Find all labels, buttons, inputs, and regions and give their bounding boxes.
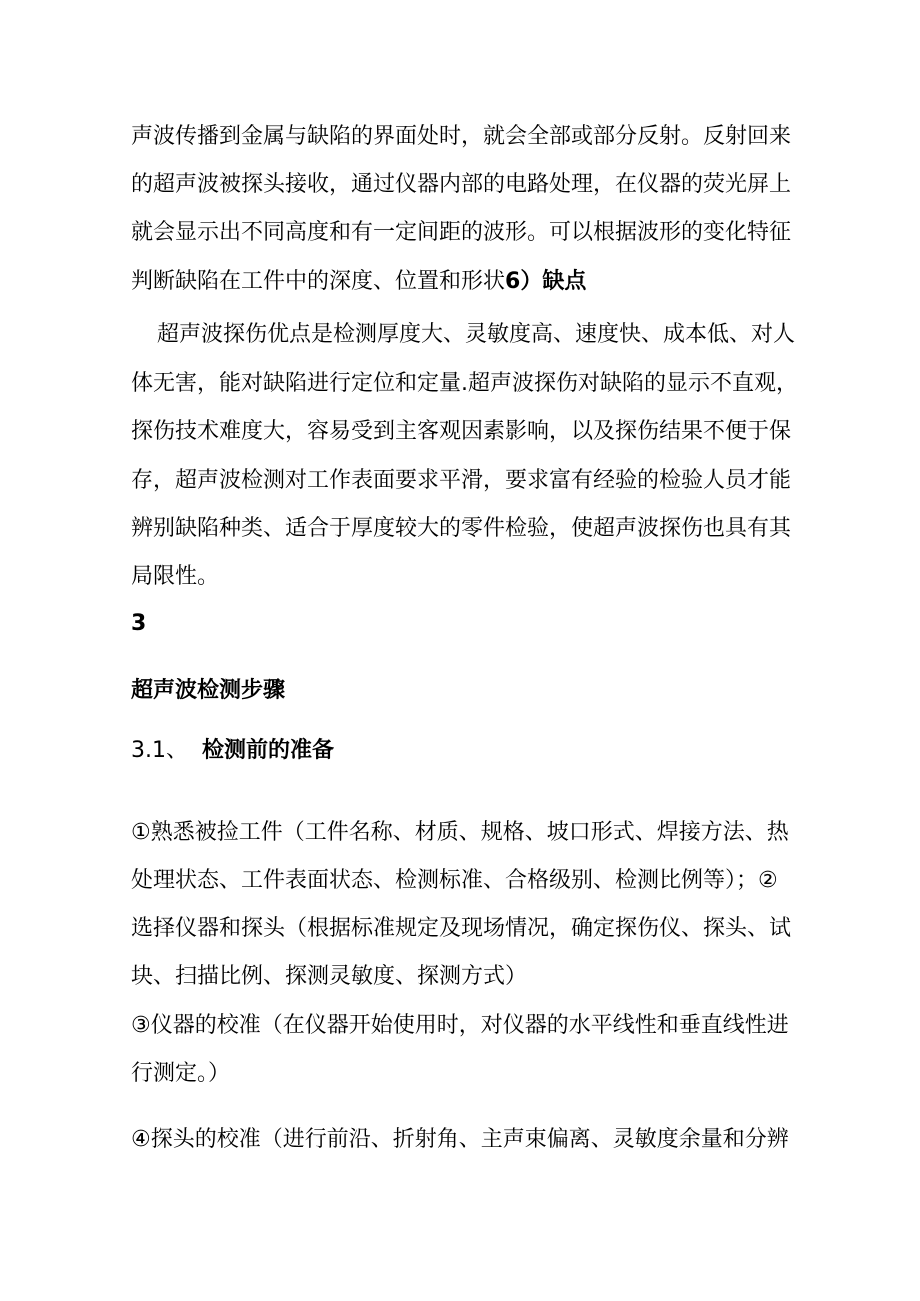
paragraph-line: 辨别缺陷种类、适合于厚度较大的零件检验，使超声波探伤也具有其 xyxy=(131,516,792,541)
paragraph-line xyxy=(131,267,586,297)
paragraph-line: 的超声波被探头接收，通过仪器内部的电路处理，在仪器的荧光屏上 xyxy=(131,172,792,197)
paragraph-line: 体无害，能对缺陷进行定位和定量.超声波探伤对缺陷的显示不直观， xyxy=(131,371,798,396)
step-line: 选择仪器和探头（根据标准规定及现场情况，确定探伤仪、探头、试 xyxy=(131,916,792,941)
paragraph-line: 局限性。 xyxy=(131,564,220,589)
paragraph-line: 存，超声波检测对工作表面要求平滑，要求富有经验的检验人员才能 xyxy=(131,468,792,493)
section-title: 超声波检测步骤 xyxy=(131,678,286,703)
subsection-number: 3.1、 xyxy=(131,738,188,763)
paragraph-line: 声波传播到金属与缺陷的界面处时，就会全部或部分反射。反射回来 xyxy=(131,124,792,149)
step-line: ③仪器的校准（在仪器开始使用时，对仪器的水平线性和垂直线性进 xyxy=(131,1013,789,1038)
paragraph-line: 超声波探伤优点是检测厚度大、灵敏度高、速度快、成本低、对人 xyxy=(157,322,796,347)
subsection-heading xyxy=(131,736,334,766)
section-number: 3 xyxy=(131,611,147,636)
paragraph-text: 判断缺陷在工件中的深度、位置和形状 xyxy=(131,269,506,294)
step-line: 行测定。） xyxy=(131,1061,231,1086)
step-line: ④探头的校准（进行前沿、折射角、主声束偏离、灵敏度余量和分辨 xyxy=(131,1127,789,1152)
paragraph-line: 探伤技术难度大，容易受到主客观因素影响，以及探伤结果不便于保 xyxy=(131,419,792,444)
subsection-title: 检测前的准备 xyxy=(202,738,335,763)
paragraph-line: 就会显示出不同高度和有一定间距的波形。可以根据波形的变化特征 xyxy=(131,220,792,245)
step-line: 块、扫描比例、探测灵敏度、探测方式） xyxy=(131,964,528,989)
step-line: 处理状态、工件表面状态、检测标准、合格级别、检测比例等）；② xyxy=(131,868,778,893)
subheading-defects: 6）缺点 xyxy=(505,269,587,294)
step-line: ①熟悉被捡工件（工件名称、材质、规格、坡口形式、焊接方法、热 xyxy=(131,820,789,845)
